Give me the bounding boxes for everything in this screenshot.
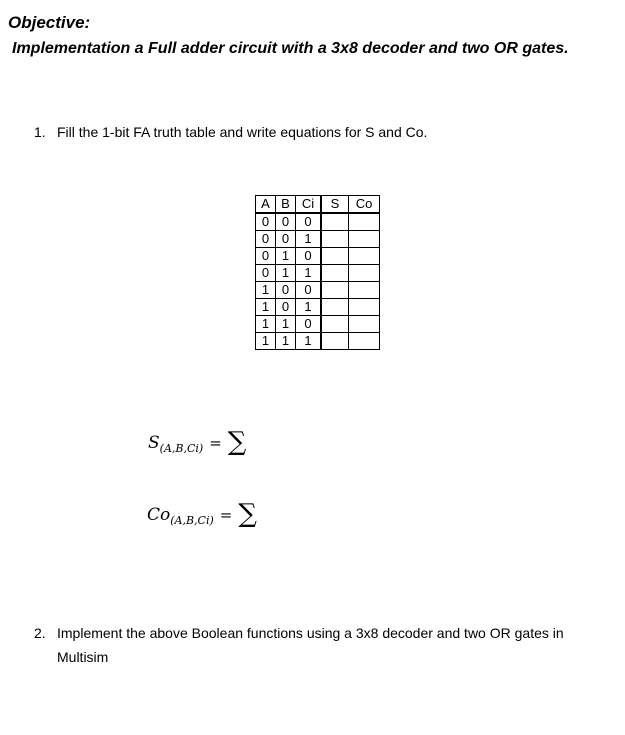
cell-a: 1 [256,282,276,299]
truth-table [255,195,380,350]
sum-equation [148,425,246,455]
cell-ci: 1 [296,231,322,248]
cell-co [349,333,380,350]
header-ci: Ci [296,196,322,214]
cell-s [321,299,349,316]
cell-ci: 0 [296,248,322,265]
cell-b: 0 [276,213,296,231]
cell-a: 0 [256,231,276,248]
cell-co [349,299,380,316]
truth-table-body [256,213,380,350]
item-text: Fill the 1-bit FA truth table and write equations for S and Co. [57,124,428,140]
cell-s [321,282,349,299]
cell-b: 1 [276,248,296,265]
cell-ci: 1 [296,333,322,350]
table-row [256,316,380,333]
cell-a: 1 [256,316,276,333]
table-row [256,248,380,265]
table-row [256,265,380,282]
item-number: 1. [34,124,46,140]
sum-subscript: (A,B,Ci) [159,442,204,455]
carry-sigma-symbol: ∑ [238,499,257,529]
instruction-item-1 [34,120,594,144]
cell-b: 0 [276,231,296,248]
cell-a: 0 [256,265,276,282]
sum-sigma-symbol: ∑ [227,427,247,457]
cell-a: 1 [256,333,276,350]
table-row [256,231,380,248]
cell-co [349,248,380,265]
objective-text: Implementation a Full adder circuit with a 3x8 decoder and two OR gates. [12,40,569,57]
cell-co [349,213,380,231]
cell-a: 1 [256,299,276,316]
cell-s [321,231,349,248]
cell-ci: 0 [296,213,322,231]
cell-s [321,248,349,265]
header-co: Co [349,196,380,214]
table-row [256,213,380,231]
cell-ci: 0 [296,316,322,333]
cell-co [349,282,380,299]
cell-ci: 1 [296,299,322,316]
objective-title: Objective: [8,13,91,32]
cell-s [321,316,349,333]
cell-co [349,265,380,282]
cell-ci: 0 [296,282,322,299]
cell-co [349,231,380,248]
header-a: A [256,196,276,214]
table-row [256,333,380,350]
cell-ci: 1 [296,265,322,282]
cell-a: 0 [256,213,276,231]
cell-s [321,213,349,231]
cell-s [321,265,349,282]
sum-equals: = [209,434,222,452]
header-b: B [276,196,296,214]
sum-variable: S [148,433,160,453]
item-text: Implement the above Boolean functions using a 3x8 decoder and two OR gates in Multisim [57,625,564,665]
carry-out-equation [147,497,257,527]
cell-s [321,333,349,350]
cell-a: 0 [256,248,276,265]
table-row [256,282,380,299]
carry-equals: = [219,506,233,524]
carry-variable: Co [147,505,171,525]
item-number: 2. [34,625,46,641]
cell-b: 0 [276,282,296,299]
carry-subscript: (A,B,Ci) [170,514,214,527]
instruction-item-2 [34,621,614,669]
cell-b: 1 [276,333,296,350]
truth-table-header-row [256,196,380,214]
header-s: S [321,196,349,214]
cell-b: 1 [276,316,296,333]
table-row [256,299,380,316]
cell-b: 1 [276,265,296,282]
cell-co [349,316,380,333]
cell-b: 0 [276,299,296,316]
